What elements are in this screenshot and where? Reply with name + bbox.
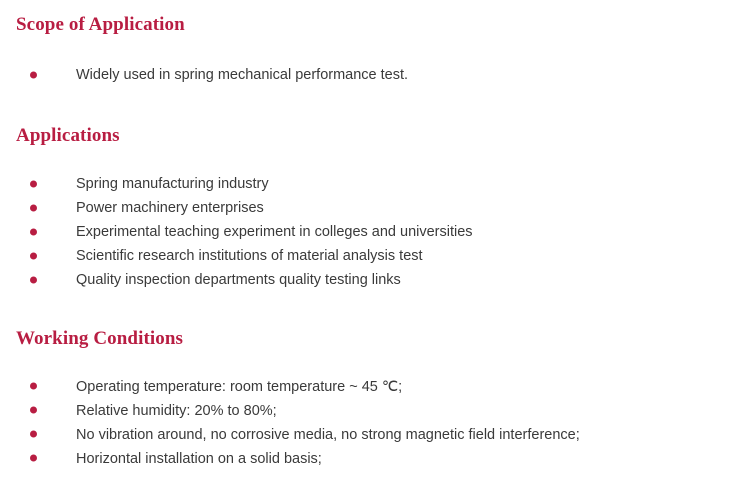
list-item — [16, 446, 734, 470]
list-item — [16, 268, 734, 292]
bullet-dot-icon — [30, 204, 37, 211]
bullet-list-working-conditions — [16, 374, 734, 470]
bullet-dot-icon — [30, 455, 37, 462]
section-heading-applications: Applications — [16, 124, 120, 146]
list-item-label: Scientific research institutions of material analysis test — [76, 247, 423, 264]
section-heading-working-conditions: Working Conditions — [16, 327, 184, 349]
list-item-label: Spring manufacturing industry — [76, 175, 269, 192]
list-item-label: Quality inspection departments quality testing links — [76, 271, 401, 288]
list-item-label: Operating temperature: room temperature ~ 45 ℃; — [76, 378, 403, 395]
bullet-dot-icon — [30, 276, 37, 283]
list-item — [16, 374, 734, 398]
list-item — [16, 172, 734, 196]
list-item-label: No vibration around, no corrosive media, no strong magnetic field interference; — [76, 426, 580, 443]
list-item — [16, 196, 734, 220]
bullet-dot-icon — [30, 383, 37, 390]
list-item — [16, 220, 734, 244]
list-item — [16, 398, 734, 422]
section-applications — [16, 125, 734, 292]
list-item-label: Widely used in spring mechanical performance test. — [76, 66, 409, 83]
bullet-dot-icon — [30, 228, 37, 235]
list-item-label: Power machinery enterprises — [76, 199, 264, 216]
list-item — [16, 422, 734, 446]
bullet-dot-icon — [30, 252, 37, 259]
list-item-label: Horizontal installation on a solid basis; — [76, 450, 322, 467]
list-item — [16, 244, 734, 268]
bullet-dot-icon — [30, 71, 37, 78]
bullet-list-scope — [16, 63, 734, 87]
section-working-conditions — [16, 328, 734, 471]
list-item-label: Relative humidity: 20% to 80%; — [76, 402, 277, 419]
list-item — [16, 63, 734, 87]
bullet-dot-icon — [30, 180, 37, 187]
bullet-list-applications — [16, 172, 734, 292]
section-heading-scope: Scope of Application — [16, 14, 185, 35]
list-item-label: Experimental teaching experiment in colleges and universities — [76, 223, 473, 240]
section-scope-of-application — [16, 14, 734, 87]
bullet-dot-icon — [30, 407, 37, 414]
bullet-dot-icon — [30, 431, 37, 438]
